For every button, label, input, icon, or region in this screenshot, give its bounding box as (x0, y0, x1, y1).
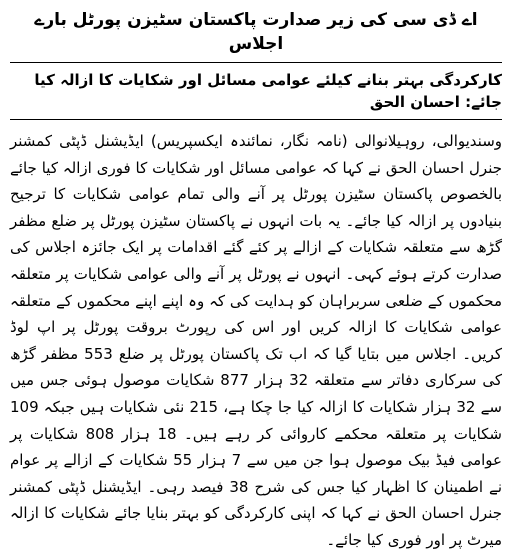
body-paragraph: وسندیوالی، روہیلانوالی (نامہ نگار، نمائندہ ایکسپریس) ایڈیشنل ڈپٹی کمشنر جنرل احسان الحق نے کہا کہ عوامی مسائل اور شکایات کا فوری ازالہ کیا جائے بالخصوص پاکستان سٹیزن پورٹل پر آنے والی تمام عوامی شکایات کا ترجیح بنیادوں پر ازالہ کیا جائے۔ یہ بات انہوں نے پاکستان سٹیزن پورٹل پر ضلع مظفر گڑھ سے متعلقہ شکایات کے ازالے پر کئے گئے اقدامات پر ایک جائزہ اجلاس کی صدارت کرتے ہوئے کہی۔ انہوں نے پورٹل پر آنے والی عوامی شکایات پر متعلقہ محکموں کے ضلعی سربراہان کو ہدایت کی کہ وہ اپنے اپنے محکموں کے متعلقہ عوامی شکایات کا ازالہ کریں اور اس کی رپورٹ بروقت پورٹل پر اپ لوڈ کریں۔ اجلاس میں بتایا گیا کہ اب تک پاکستان پورٹل پر ضلع 553 مظفر گڑھ کی سرکاری دفاتر سے متعلقہ 32 ہزار 877 شکایات موصول ہوئی جس میں سے 32 ہزار شکایات کا ازالہ کیا جا چکا ہے، 215 نئی شکایات ہیں جبکہ 109 شکایات پر متعلقہ محکمے کاروائی کر رہے ہیں۔ 18 ہزار 808 شکایات پر عوامی فیڈ بیک موصول ہوا جن میں سے 7 ہزار 55 شکایات کے ازالے پر عوام نے اطمینان کا اظہار کیا جس کی شرح 38 فیصد رہی۔ ایڈیشنل ڈپٹی کمشنر جنرل احسان الحق نے کہا کہ اپنی کارکردگی کو بہتر بنایا جائے شکایات کا ازالہ میرٹ پر اور فوری کیا جائے۔ (10, 132, 503, 549)
article-body (10, 128, 502, 554)
headline: اے ڈی سی کی زیر صدارت پاکستان سٹیزن پورٹل بارے اجلاس (10, 8, 502, 63)
subheadline: کارکردگی بہتر بنانے کیلئے عوامی مسائل اور شکایات کا ازالہ کیا جائے: احسان الحق (10, 69, 502, 120)
